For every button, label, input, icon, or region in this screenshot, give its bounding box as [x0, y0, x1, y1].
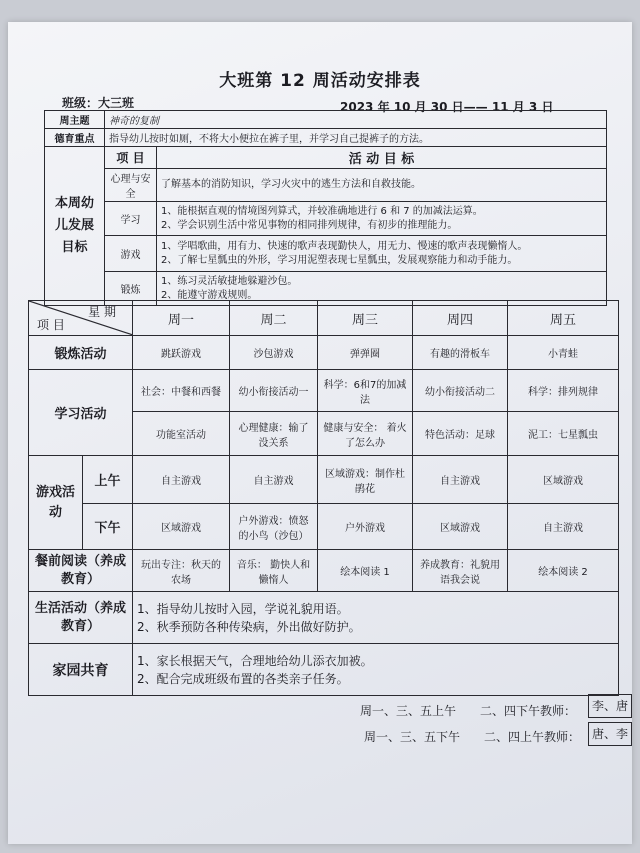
study-cell: 健康与安全： 着火了怎么办: [318, 412, 413, 456]
home-text: 1、家长根据天气，合理地给幼儿添衣加被。 2、配合完成班级布置的各类亲子任务。: [133, 644, 619, 696]
game-label: 游戏活动: [29, 456, 83, 550]
exercise-cell: 小青蛙: [508, 336, 619, 370]
goals-project-header: 项 目: [105, 147, 157, 169]
goal-item-safety: 心理与安全: [105, 169, 157, 202]
study-cell: 科学：排列规律: [508, 370, 619, 412]
date-range: 2023 年 10 月 30 日—— 11 月 3 日: [340, 100, 554, 114]
goal-text-exercise: 1、练习灵活敏捷地躲避沙包。 2、能遵守游戏规则。: [157, 272, 607, 306]
day-header: 周二: [230, 301, 318, 336]
game-am-label: 上午: [83, 456, 133, 504]
goals-table: [44, 110, 607, 306]
reading-cell: 绘本阅读 1: [318, 550, 413, 592]
teacher-line: 周一、三、五上午 二、四下午教师：: [360, 704, 577, 718]
schedule-table: [28, 300, 619, 696]
study-label: 学习活动: [29, 370, 133, 456]
exercise-cell: 有趣的滑板车: [413, 336, 508, 370]
study-cell: 特色活动：足球: [413, 412, 508, 456]
game-am-cell: 自主游戏: [133, 456, 230, 504]
study-cell: 科学：6和7的加减法: [318, 370, 413, 412]
game-am-cell: 自主游戏: [230, 456, 318, 504]
day-header: 周四: [413, 301, 508, 336]
page-title: 大班第 12 周活动安排表: [219, 71, 421, 91]
schedule-corner-header: 星 期 项 目: [29, 301, 133, 336]
game-pm-cell: 区域游戏: [133, 504, 230, 550]
goal-item-study: 学习: [105, 202, 157, 236]
exercise-cell: 弹弹圈: [318, 336, 413, 370]
reading-cell: 音乐： 勤快人和懒惰人: [230, 550, 318, 592]
exercise-label: 锻炼活动: [29, 336, 133, 370]
theme-label: 周主题: [45, 111, 105, 129]
home-label: 家园共育: [29, 644, 133, 696]
reading-cell: 玩出专注：秋天的农场: [133, 550, 230, 592]
goal-text-game: 1、学唱歌曲，用有力、快速的歌声表现勤快人，用无力、慢速的歌声表现懒惰人。 2、了解七星瓢虫的外形，学习用泥塑表现七星瓢虫，发展观察能力和动手能力。: [157, 236, 607, 272]
life-label: 生活活动（养成教育）: [29, 592, 133, 644]
study-cell: 功能室活动: [133, 412, 230, 456]
theme-value: 神奇的复制: [105, 111, 607, 129]
exercise-cell: 沙包游戏: [230, 336, 318, 370]
study-cell: 心理健康：输了没关系: [230, 412, 318, 456]
class-label: 班级：大三班: [62, 96, 135, 110]
life-text: 1、指导幼儿按时入园，学说礼貌用语。 2、秋季预防各种传染病，外出做好防护。: [133, 592, 619, 644]
teacher-names-box: 唐、李: [588, 722, 632, 746]
study-cell: 社会：中餐和西餐: [133, 370, 230, 412]
game-am-cell: 自主游戏: [413, 456, 508, 504]
exercise-cell: 跳跃游戏: [133, 336, 230, 370]
day-header: 周一: [133, 301, 230, 336]
day-header: 周五: [508, 301, 619, 336]
game-pm-cell: 自主游戏: [508, 504, 619, 550]
teacher-line: 周一、三、五下午 二、四上午教师：: [364, 730, 581, 744]
game-am-cell: 区域游戏：制作杜鹃花: [318, 456, 413, 504]
study-cell: 幼小衔接活动一: [230, 370, 318, 412]
goals-section-label: 本周幼儿发展目标: [45, 147, 105, 306]
reading-cell: 绘本阅读 2: [508, 550, 619, 592]
game-pm-cell: 区域游戏: [413, 504, 508, 550]
goal-text-study: 1、能根据直观的情境图列算式，并较准确地进行 6 和 7 的加减法运算。 2、学会识别生活中常见事物的相同排列规律，有初步的推理能力。: [157, 202, 607, 236]
goal-item-game: 游戏: [105, 236, 157, 272]
teacher-names-box: 李、唐: [588, 694, 632, 718]
moral-label: 德育重点: [45, 129, 105, 147]
game-pm-label: 下午: [83, 504, 133, 550]
study-cell: 幼小衔接活动二: [413, 370, 508, 412]
game-pm-cell: 户外游戏: [318, 504, 413, 550]
goal-text-safety: 了解基本的消防知识，学习火灾中的逃生方法和自救技能。: [157, 169, 607, 202]
moral-value: 指导幼儿按时如厕，不将大小便拉在裤子里，并学习自己提裤子的方法。: [105, 129, 607, 147]
reading-label: 餐前阅读（养成教育）: [29, 550, 133, 592]
goal-item-exercise: 锻炼: [105, 272, 157, 306]
game-pm-cell: 户外游戏：愤怒的小鸟（沙包）: [230, 504, 318, 550]
study-cell: 泥工：七星瓢虫: [508, 412, 619, 456]
game-am-cell: 区域游戏: [508, 456, 619, 504]
goals-goal-header: 活 动 目 标: [157, 147, 607, 169]
day-header: 周三: [318, 301, 413, 336]
reading-cell: 养成教育：礼貌用语我会说: [413, 550, 508, 592]
